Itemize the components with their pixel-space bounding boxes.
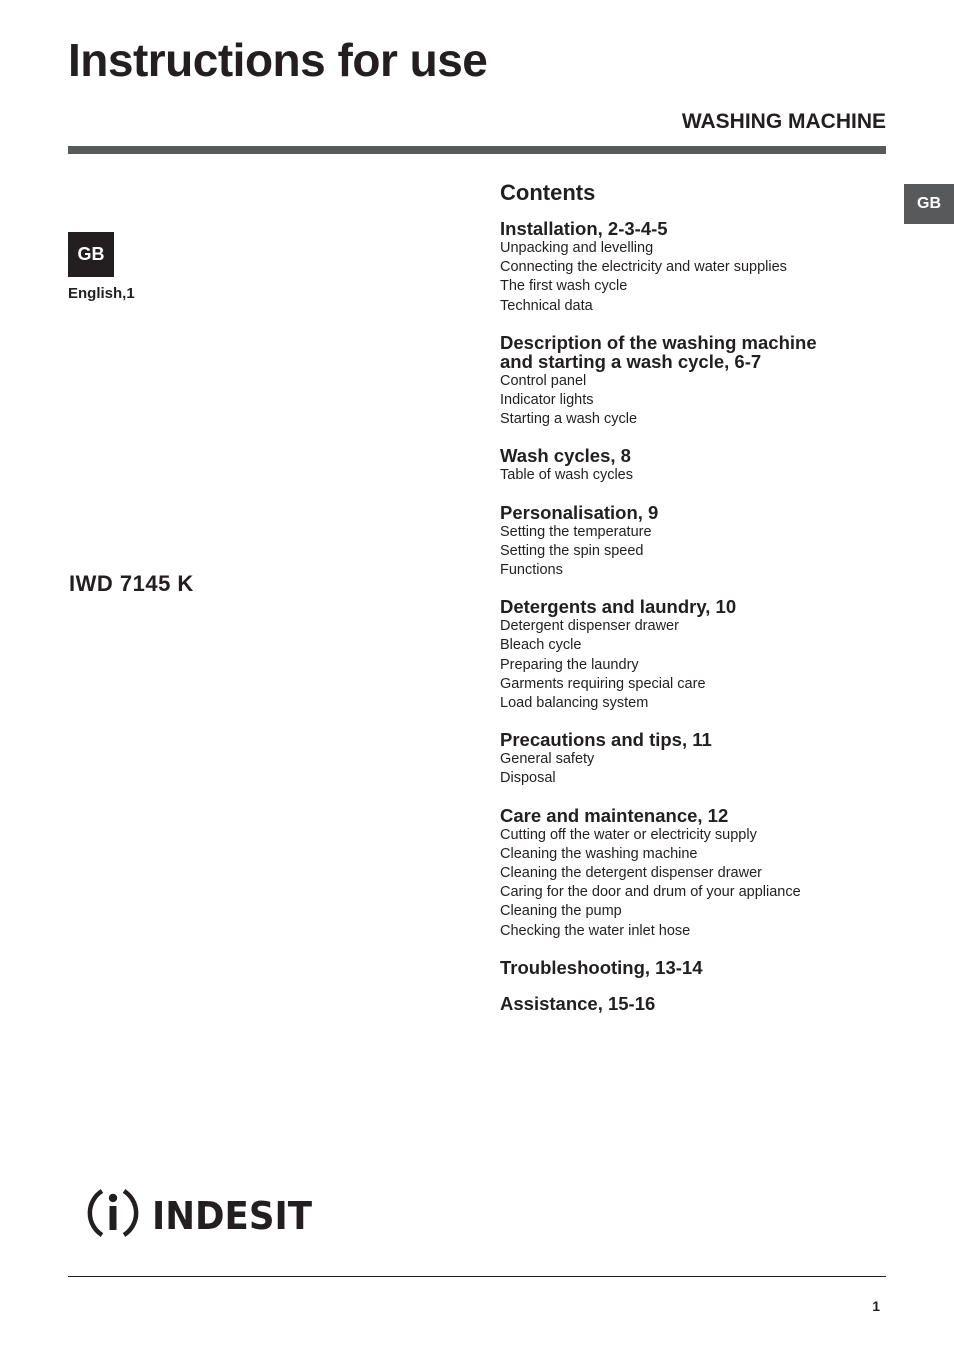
indesit-logo (84, 1183, 316, 1243)
toc-section (500, 503, 890, 581)
toc-section-title: Detergents and laundry, 10 (500, 596, 737, 618)
toc-section-title: Troubleshooting, 13-14 (500, 956, 703, 978)
toc-section (500, 806, 890, 941)
toc-item: Cleaning the detergent dispenser drawer (500, 865, 762, 882)
toc-item: Technical data (500, 297, 593, 314)
toc-section (500, 597, 890, 713)
contents-heading: Contents (500, 180, 596, 205)
toc-section (500, 730, 890, 788)
toc-section-title: Precautions and tips, 11 (500, 729, 712, 751)
indesit-i-logo-icon (90, 1191, 136, 1235)
toc-section (500, 994, 890, 1013)
toc-item: Load balancing system (500, 695, 649, 712)
toc-section-title: Care and maintenance, 12 (500, 804, 729, 826)
toc-item: Unpacking and levelling (500, 240, 654, 256)
toc-section (500, 333, 890, 430)
toc-item: Cutting off the water or electricity supply (500, 826, 757, 843)
header-divider (68, 146, 886, 154)
page-title: Instructions for use (68, 34, 488, 86)
toc-item: Garments requiring special care (500, 675, 706, 692)
toc-section (500, 219, 890, 316)
toc-item: Caring for the door and drum of your appliance (500, 884, 801, 901)
toc-item: Connecting the electricity and water supplies (500, 259, 787, 276)
model-number: IWD 7145 K (69, 571, 194, 596)
language-label: English,1 (68, 285, 135, 302)
toc-item: Setting the temperature (500, 523, 652, 540)
table-of-contents (500, 180, 890, 1030)
toc-sections (500, 219, 890, 1013)
toc-section-title: Assistance, 15-16 (500, 992, 656, 1014)
document-subtitle: WASHING MACHINE (681, 110, 886, 133)
toc-item: Functions (500, 562, 563, 579)
toc-item: Preparing the laundry (500, 656, 639, 673)
toc-section-title: Wash cycles, 8 (500, 445, 631, 467)
toc-item: Checking the water inlet hose (500, 922, 691, 939)
toc-item: General safety (500, 751, 595, 768)
language-badge: GB (68, 232, 114, 277)
toc-section-title: Description of the washing machine and starting a wash cycle, 6-7 (500, 331, 817, 372)
logo-wordmark: INDESIT (152, 1194, 313, 1238)
toc-item: Detergent dispenser drawer (500, 618, 679, 635)
toc-section-title: Installation, 2-3-4-5 (500, 218, 668, 239)
toc-item: Setting the spin speed (500, 542, 644, 559)
toc-item: Cleaning the washing machine (500, 845, 698, 862)
toc-item: Cleaning the pump (500, 903, 622, 920)
toc-item: The first wash cycle (500, 278, 628, 295)
toc-item: Indicator lights (500, 392, 594, 409)
toc-section (500, 446, 890, 485)
toc-item: Table of wash cycles (500, 467, 633, 484)
page-number: 1 (872, 1298, 880, 1314)
toc-item: Bleach cycle (500, 637, 582, 654)
toc-section (500, 958, 890, 977)
footer-divider (68, 1276, 886, 1277)
toc-item: Control panel (500, 372, 587, 389)
toc-section-title: Personalisation, 9 (500, 501, 659, 523)
toc-item: Disposal (500, 770, 556, 787)
toc-item: Starting a wash cycle (500, 411, 638, 428)
language-side-tab: GB (904, 184, 954, 224)
